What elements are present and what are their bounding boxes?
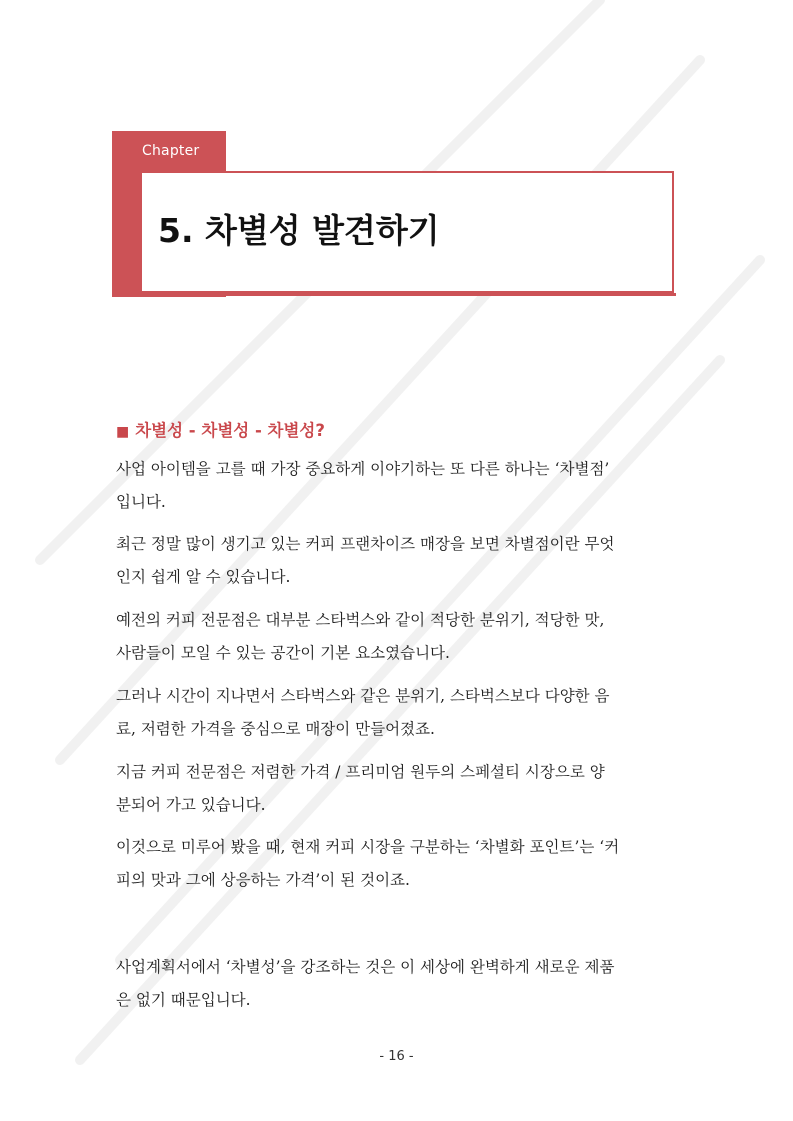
text-line: 피의 맛과 그에 상응하는 가격’이 된 것이죠.: [116, 871, 410, 889]
text-line: 사업 아이템을 고를 때 가장 중요하게 이야기하는 또 다른 하나는 ‘차별점’: [116, 460, 610, 478]
text-line: 이것으로 미루어 봤을 때, 현재 커피 시장을 구분하는 ‘차별화 포인트’는 ‘커: [116, 838, 620, 856]
paragraph: [116, 951, 686, 1017]
title-underline: [112, 293, 676, 296]
paragraph: [116, 604, 686, 670]
paragraph: [116, 831, 686, 897]
text-line: 지금 커피 전문점은 저렴한 가격 / 프리미엄 원두의 스페셜티 시장으로 양: [116, 763, 605, 781]
text-line: 료, 저렴한 가격을 중심으로 매장이 만들어졌죠.: [116, 720, 435, 738]
chapter-label: Chapter: [142, 143, 200, 159]
text-line: 인지 쉽게 알 수 있습니다.: [116, 568, 291, 586]
paragraph: [116, 756, 686, 822]
chapter-title: 5. 차별성 발견하기: [158, 211, 440, 250]
page-number: - 16 -: [379, 1049, 414, 1064]
text-line: 그러나 시간이 지나면서 스타벅스와 같은 분위기, 스타벅스보다 다양한 음: [116, 687, 610, 705]
paragraph: [116, 680, 686, 746]
text-line: 은 없기 때문입니다.: [116, 991, 251, 1009]
text-line: 사업계획서에서 ‘차별성’을 강조하는 것은 이 세상에 완벽하게 새로운 제품: [116, 958, 615, 976]
section-heading: [116, 417, 325, 441]
text-line: 예전의 커피 전문점은 대부분 스타벅스와 같이 적당한 분위기, 적당한 맛,: [116, 611, 605, 629]
paragraph: [116, 453, 686, 519]
text-line: 분되어 가고 있습니다.: [116, 796, 266, 814]
text-line: 입니다.: [116, 493, 166, 511]
text-line: 사람들이 모일 수 있는 공간이 기본 요소였습니다.: [116, 644, 450, 662]
text-line: 최근 정말 많이 생기고 있는 커피 프랜차이즈 매장을 보면 차별점이란 무엇: [116, 535, 615, 553]
square-bullet-icon: ■: [116, 424, 130, 440]
section-heading-text: 차별성 - 차별성 - 차별성?: [135, 421, 325, 440]
paragraph: [116, 528, 686, 594]
